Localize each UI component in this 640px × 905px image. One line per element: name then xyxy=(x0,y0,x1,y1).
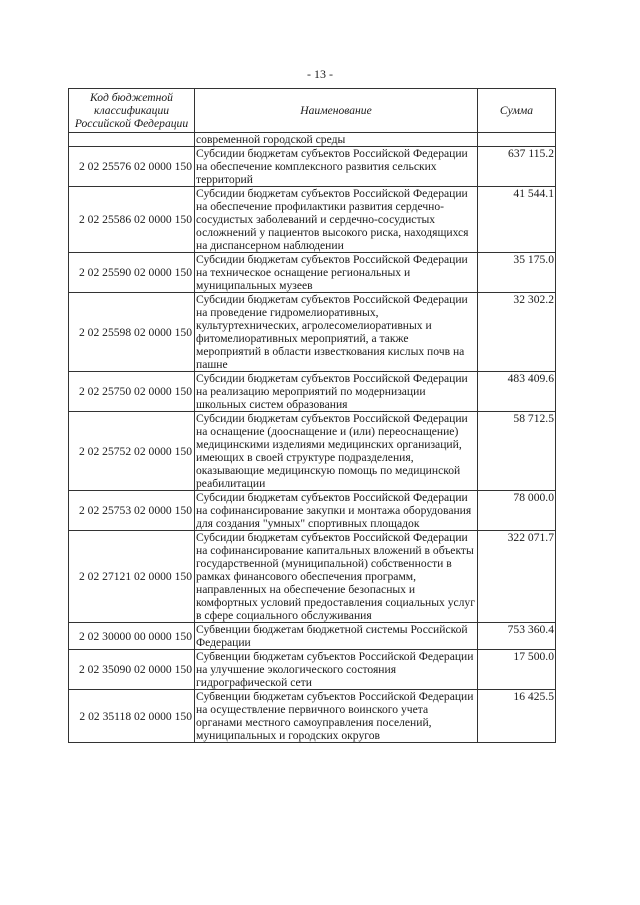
name-cell: современной городской среды xyxy=(195,133,478,147)
header-sum: Сумма xyxy=(478,89,556,133)
code-cell: 2 02 30000 00 0000 150 xyxy=(69,623,195,650)
code-cell: 2 02 35090 02 0000 150 xyxy=(69,650,195,690)
table-row xyxy=(69,650,556,690)
code-cell: 2 02 25576 02 0000 150 xyxy=(69,147,195,187)
name-cell: Субвенции бюджетам субъектов Российской Федерации на улучшение экологического состояния гидрографической сети xyxy=(195,650,478,690)
code-cell: 2 02 25750 02 0000 150 xyxy=(69,372,195,412)
name-cell: Субсидии бюджетам субъектов Российской Федерации на оснащение (дооснащение и (или) переоснащение) медицинскими изделиями медицинских организаций, имеющих в своей структуре подразделения, оказывающие медицинскую помощь по медицинской реабилитации xyxy=(195,412,478,491)
code-cell: 2 02 25752 02 0000 150 xyxy=(69,412,195,491)
table-header-row xyxy=(69,89,556,133)
name-cell: Субсидии бюджетам субъектов Российской Федерации на реализацию мероприятий по модернизации школьных систем образования xyxy=(195,372,478,412)
sum-cell: 483 409.6 xyxy=(478,372,556,412)
sum-cell xyxy=(478,133,556,147)
sum-cell: 17 500.0 xyxy=(478,650,556,690)
sum-cell: 637 115.2 xyxy=(478,147,556,187)
code-cell xyxy=(69,133,195,147)
name-cell: Субсидии бюджетам субъектов Российской Федерации на техническое оснащение региональных и муниципальных музеев xyxy=(195,253,478,293)
table-row xyxy=(69,293,556,372)
header-code: Код бюджетной классификации Российской Федерации xyxy=(69,89,195,133)
table-row xyxy=(69,690,556,743)
table-row xyxy=(69,623,556,650)
code-cell: 2 02 25598 02 0000 150 xyxy=(69,293,195,372)
code-cell: 2 02 35118 02 0000 150 xyxy=(69,690,195,743)
table-row-continuation xyxy=(69,133,556,147)
sum-cell: 41 544.1 xyxy=(478,187,556,253)
sum-cell: 58 712.5 xyxy=(478,412,556,491)
table-row xyxy=(69,531,556,623)
code-cell: 2 02 25590 02 0000 150 xyxy=(69,253,195,293)
table-row xyxy=(69,372,556,412)
sum-cell: 35 175.0 xyxy=(478,253,556,293)
code-cell: 2 02 25586 02 0000 150 xyxy=(69,187,195,253)
name-cell: Субсидии бюджетам субъектов Российской Федерации на софинансирование закупки и монтажа оборудования для создания "умных" спортивных площадок xyxy=(195,491,478,531)
budget-revenue-table xyxy=(68,88,556,743)
header-name: Наименование xyxy=(195,89,478,133)
table-row xyxy=(69,187,556,253)
table-row xyxy=(69,412,556,491)
sum-cell: 32 302.2 xyxy=(478,293,556,372)
sum-cell: 322 071.7 xyxy=(478,531,556,623)
code-cell: 2 02 25753 02 0000 150 xyxy=(69,491,195,531)
table-row xyxy=(69,147,556,187)
code-cell: 2 02 27121 02 0000 150 xyxy=(69,531,195,623)
table-row xyxy=(69,491,556,531)
table-row xyxy=(69,253,556,293)
sum-cell: 16 425.5 xyxy=(478,690,556,743)
name-cell: Субсидии бюджетам субъектов Российской Федерации на обеспечение комплексного развития сельских территорий xyxy=(195,147,478,187)
sum-cell: 78 000.0 xyxy=(478,491,556,531)
name-cell: Субсидии бюджетам субъектов Российской Федерации на софинансирование капитальных вложений в объекты государственной (муниципальной) собственности в рамках финансового обеспечения программ, направленных на обеспечение безопасных и комфортных условий предоставления социальных услуг в сфере социального обслуживания xyxy=(195,531,478,623)
name-cell: Субсидии бюджетам субъектов Российской Федерации на обеспечение профилактики развития сердечно-сосудистых заболеваний и сердечно-сосудистых осложнений у пациентов высокого риска, находящихся на диспансерном наблюдении xyxy=(195,187,478,253)
name-cell: Субвенции бюджетам бюджетной системы Российской Федерации xyxy=(195,623,478,650)
page-number: - 13 - xyxy=(307,67,333,81)
name-cell: Субвенции бюджетам субъектов Российской Федерации на осуществление первичного воинского учета органами местного самоуправления поселений, муниципальных и городских округов xyxy=(195,690,478,743)
sum-cell: 753 360.4 xyxy=(478,623,556,650)
name-cell: Субсидии бюджетам субъектов Российской Федерации на проведение гидромелиоративных, культуртехнических, агролесомелиоративных и фитомелиоративных мероприятий, а также мероприятий в области известкования кислых почв на пашне xyxy=(195,293,478,372)
